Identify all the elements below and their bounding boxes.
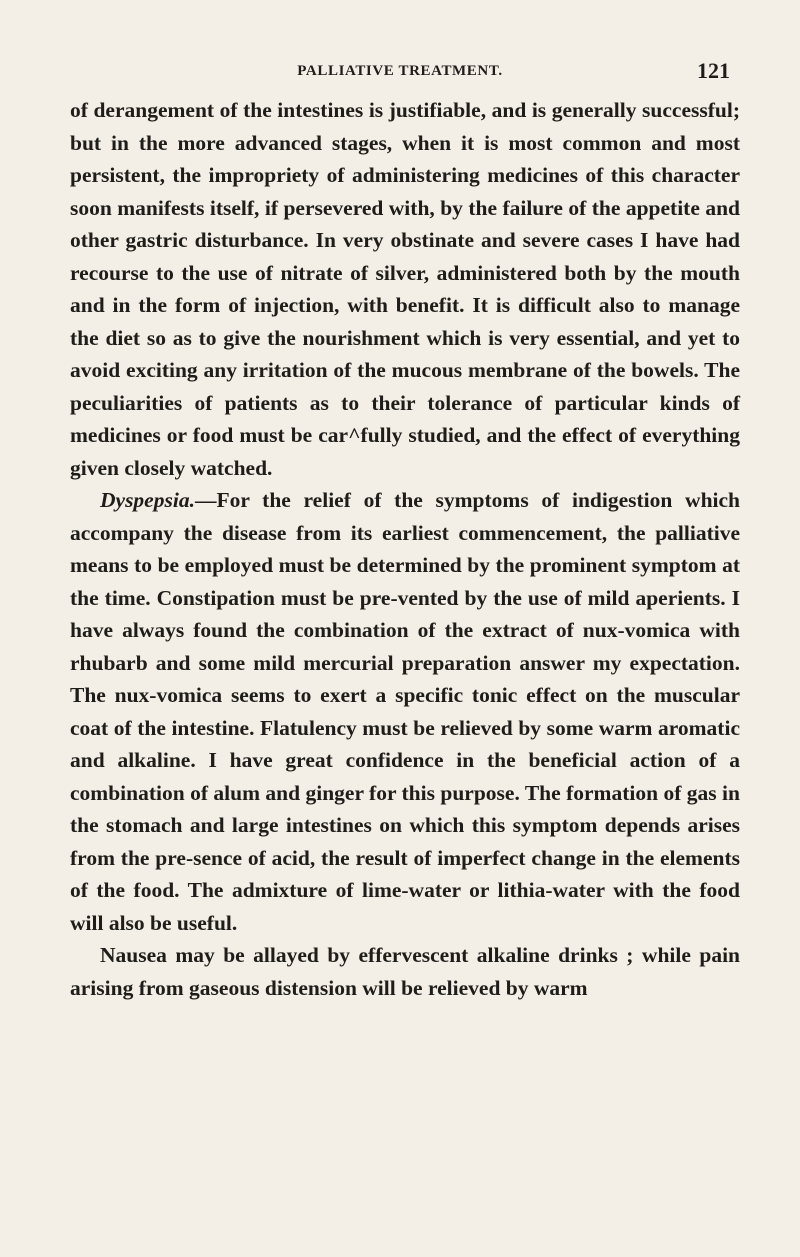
paragraph-dyspepsia-text: —For the relief of the symptoms of indigestion which accompany the disease from its earliest commencement, the palliative means to be employed must be determined by the prominent symptom at the time. Constipation must be pre-vented by the use of mild aperients. I have always found the combination of the extract of nux-vomica with rhubarb and some mild mercurial preparation answer my expectation. The nux-vomica seems to exert a specific tonic effect on the muscular coat of the intestine. Flatulency must be relieved by some warm aromatic and alkaline. I have great confidence in the beneficial action of a combination of alum and ginger for this purpose. The formation of gas in the stomach and large intestines on which this symptom depends arises from the pre-sence of acid, the result of imperfect change in the elements of the food. The admixture of lime-water or lithia-water with the food will also be useful. (70, 488, 740, 935)
paragraph-nausea: Nausea may be allayed by effervescent alkaline drinks ; while pain arising from gaseous distension will be relieved by warm (70, 943, 740, 1000)
running-title: PALLIATIVE TREATMENT. (297, 63, 503, 79)
paragraph-dyspepsia (70, 484, 740, 939)
running-head (70, 58, 730, 84)
paragraph-continuation: of derangement of the intestines is justifiable, and is generally successful; but in the more advanced stages, when it is most common and most persistent, the impropriety of administering medicines of this character soon manifests itself, if persevered with, by the failure of the appetite and other gastric disturbance. In very obstinate and severe cases I have had recourse to the use of nitrate of silver, administered both by the mouth and in the form of injection, with benefit. It is difficult also to manage the diet so as to give the nourishment which is very essential, and yet to avoid exciting any irritation of the mucous membrane of the bowels. The peculiarities of patients as to their tolerance of particular kinds of medicines or food must be car^fully studied, and the effect of everything given closely watched. (70, 98, 740, 480)
page-number: 121 (697, 58, 730, 83)
section-lead-dyspepsia: Dyspepsia. (100, 488, 195, 512)
body-text (70, 94, 740, 1004)
